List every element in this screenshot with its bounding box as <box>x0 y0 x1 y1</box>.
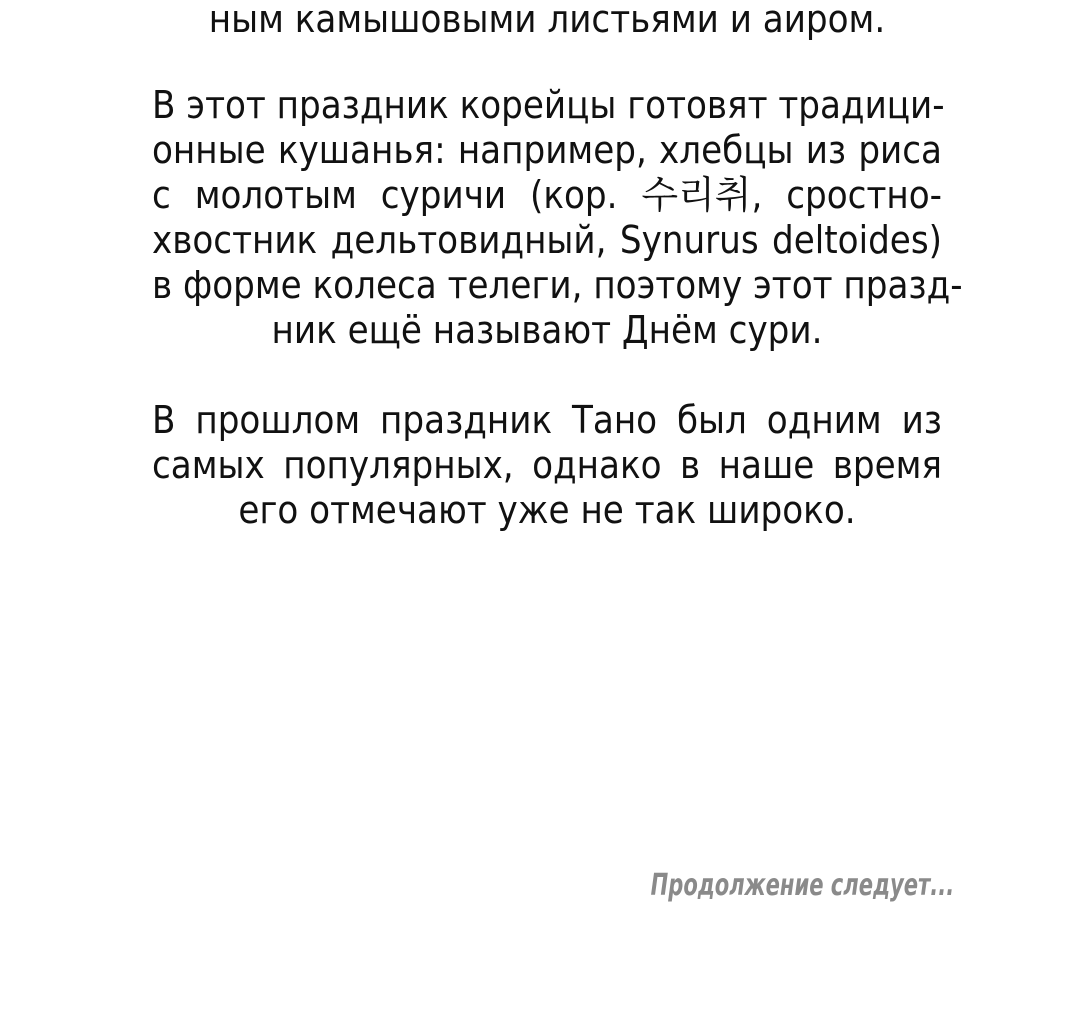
text-line: самых популярных, однако в наше время <box>152 443 942 487</box>
text-line: В прошлом праздник Тано был одним из <box>152 398 942 442</box>
text-line: с молотым суричи (кор. 수리취, сростно- <box>152 173 942 217</box>
paragraph-holiday-food <box>0 83 1080 353</box>
text-line: онные кушанья: например, хлебцы из риса <box>152 128 942 172</box>
to-be-continued-caption: Продолжение следует... <box>650 868 954 903</box>
paragraph-intro-tail <box>0 0 1080 42</box>
text-line: В этот праздник корейцы готовят традици- <box>152 83 945 127</box>
text-line: его отмечают уже не так широко. <box>238 488 856 532</box>
text-line: в форме колеса телеги, поэтому этот празд- <box>152 263 963 307</box>
text-line: хвостник дельтовидный, Synurus deltoides) <box>152 218 942 262</box>
paragraph-holiday-history <box>0 398 1080 533</box>
text-line: ник ещё называют Днём сури. <box>271 308 823 352</box>
text-line: ным камышовыми листьями и аиром. <box>208 0 886 41</box>
